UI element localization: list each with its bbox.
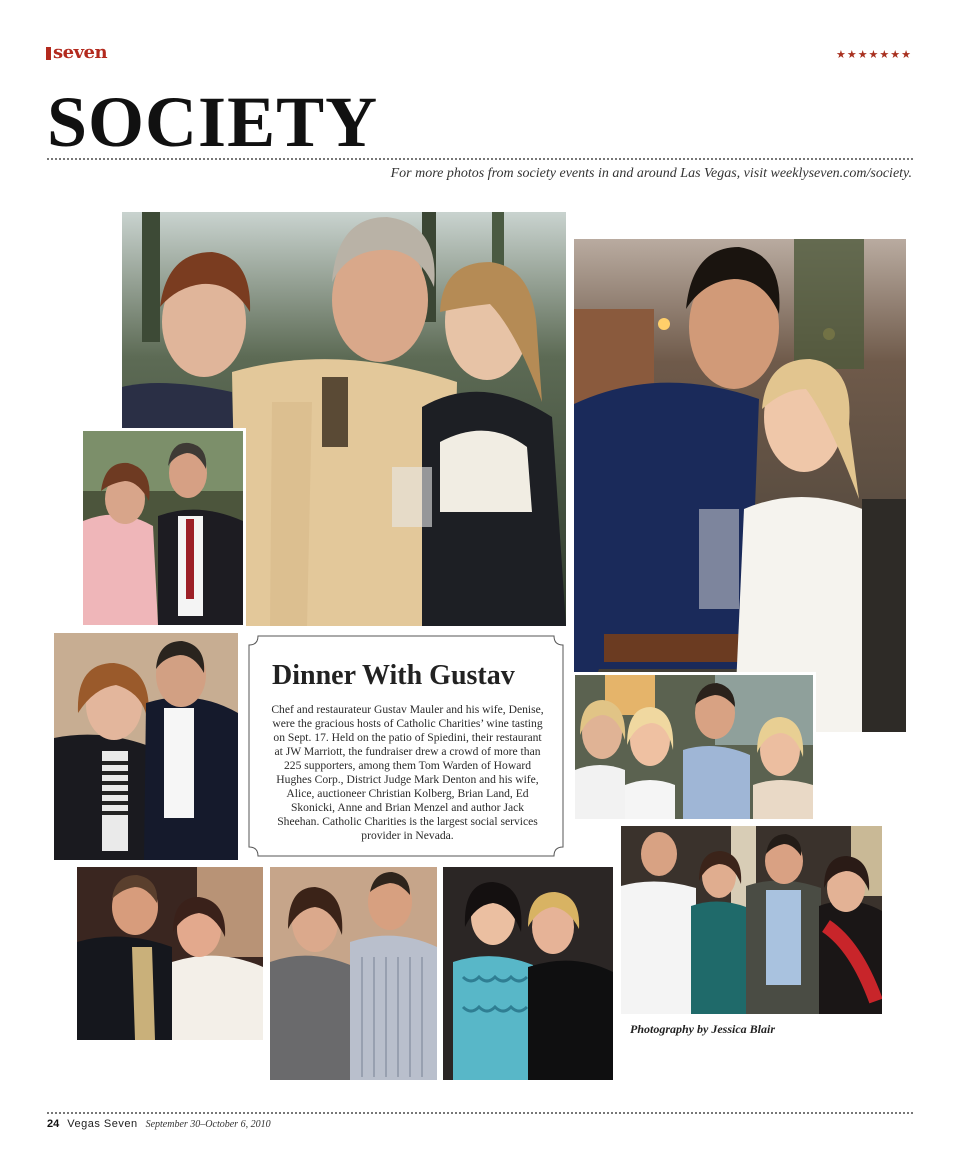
photo-bottom-couple-2	[270, 867, 437, 1080]
photo-left-couple	[54, 633, 238, 860]
photo-bottom-couple-3	[443, 867, 613, 1080]
header-divider	[47, 158, 913, 160]
star-rating-ornament: ★★★★★★★	[835, 48, 912, 61]
photo-credit: Photography by Jessica Blair	[630, 1022, 776, 1036]
publication-name: Vegas Seven	[67, 1118, 138, 1130]
story-box	[246, 633, 566, 859]
more-photos-note: For more photos from society events in and around Las Vegas, visit weeklyseven.com/society.	[390, 166, 912, 181]
story-title: Dinner With Gustav	[272, 660, 515, 691]
photo-group-four-lower	[621, 826, 882, 1014]
photo-group-four	[572, 672, 816, 822]
photo-bottom-couple-1	[77, 867, 263, 1040]
story-body: Chef and restaurateur Gustav Mauler and his wife, Denise, were the gracious hosts of Catholic Charities’ wine tasting on Sept. 17. Held on the patio of Spiedini, their restaurant at JW Marriott, the fundraiser drew a crowd of more than 225 supporters, among them Tom Warden of Howard Hughes Corp., District Judge Mark Denton and his wife, Alice, auctioneer Christian Kolberg, Brian Land, Ed Skonicki, Anne and Brian Menzel and author Jack Sheehan. Catholic Charities is the largest social services provider in Nevada.	[271, 703, 544, 842]
logo-text: seven	[53, 42, 108, 63]
folio	[47, 1118, 271, 1130]
photo-small-couple	[80, 428, 246, 628]
footer-divider	[47, 1112, 913, 1114]
issue-date: September 30–October 6, 2010	[145, 1119, 271, 1130]
masthead-logo	[46, 44, 107, 62]
logo-bar	[46, 47, 51, 60]
section-title: SOCIETY	[47, 82, 379, 162]
page-number: 24	[47, 1118, 60, 1130]
photo-right-couple	[574, 239, 906, 732]
